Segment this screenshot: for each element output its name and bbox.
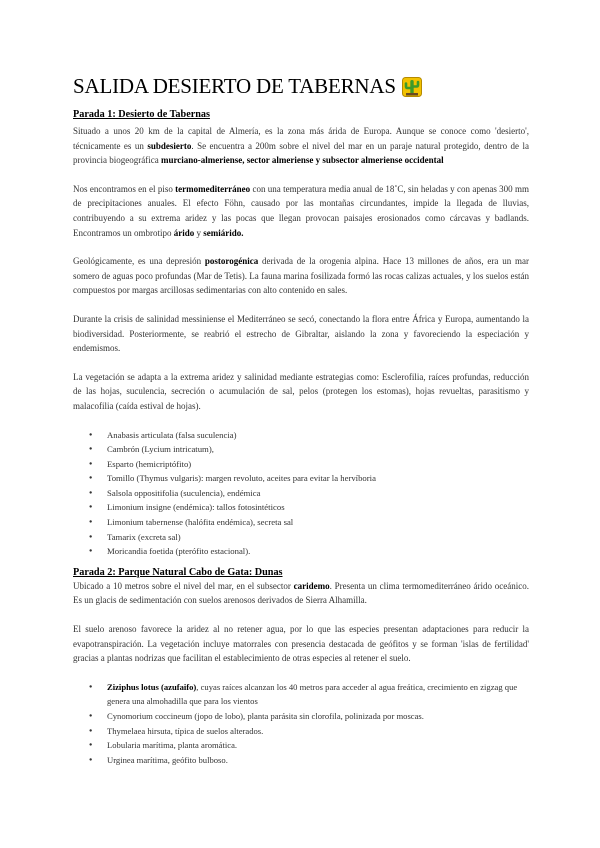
section1-paragraph-1: Situado a unos 20 km de la capital de Almería, es la zona más árida de Europa. Aunque se conoce como 'desierto', técnicamente es un subdesierto. Se encuentra a 200m sobre el nivel del mar en un paraje natural protegido, dentro de la provincia biogeográfica murciano-almeriense, sector almeriense y subsector almeriense occidental: [73, 126, 529, 166]
list-item: ● Anabasis articulata (falsa suculencia): [73, 428, 529, 443]
list-item: ● Limonium insigne (endémica): tallos fotosintéticos: [73, 500, 529, 515]
list-item: ● Esparto (hemicriptófito): [73, 457, 529, 472]
document-page: [73, 74, 529, 767]
list-item: ● Tomillo (Thymus vulgaris): margen revoluto, aceites para evitar la hervíboria: [73, 471, 529, 486]
list-item: ● Tamarix (excreta sal): [73, 530, 529, 545]
list-item: ● Urginea marítima, geófito bulboso.: [73, 753, 529, 768]
section2-species-list: [73, 680, 529, 768]
list-item: ● Moricandia foetida (pterófito estacional).: [73, 544, 529, 559]
section2-heading: Parada 2: Parque Natural Cabo de Gata: Dunas: [73, 566, 283, 578]
list-item: ● Cambrón (Lycium intricatum),: [73, 442, 529, 457]
section1-paragraph-5: La vegetación se adapta a la extrema aridez y salinidad mediante estrategias como: Esclerofilia, raíces profundas, reducción de las hojas, suculencia, secreción o acumulación de sal, pelos (protegen los estomas), hojas revueltas, parasitismo y malacofilia (caída estival de hojas).: [73, 371, 529, 411]
section1-species-list: [73, 428, 529, 559]
list-item: ● Thymelaea hirsuta, típica de suelos alterados.: [73, 724, 529, 739]
title-text: SALIDA DESIERTO DE TABERNAS: [73, 74, 396, 98]
list-item: ● Ziziphus lotus (azufaifo), cuyas raíces alcanzan los 40 metros para acceder al agua freática, crecimiento en zigzag que genera una almohadilla que para los vientos: [73, 680, 529, 709]
list-item: ● Lobularia marítima, planta aromática.: [73, 738, 529, 753]
section1-paragraph-3: Geológicamente, es una depresión postorogénica derivada de la orogenia alpina. Hace 13 millones de años, era un mar somero de aguas poco profundas (Mar de Tetis). La fauna marina fosilizada formó las rocas calizas actuales, y los suelos están compuestos por margas arcillosas sedimentarias con alto contenido en sales.: [73, 256, 529, 296]
document-title: [73, 74, 529, 99]
list-item: ● Limonium tabernense (halófita endémica), secreta sal: [73, 515, 529, 530]
section2-paragraph-2: El suelo arenoso favorece la aridez al no retener agua, por lo que las especies presentan adaptaciones para reducir la evapotranspiración. La vegetación incluye matorrales con presencia destacada de geófitos y se forman 'islas de fertilidad' gracias a plantas nodrizas que facilitan el establecimiento de otras especies al retener el suelo.: [73, 624, 529, 664]
section1-paragraph-4: Durante la crisis de salinidad messiniense el Mediterráneo se secó, conectando la flora entre África y Europa, aumentando la biodiversidad. Posteriormente, se reabrió el estrecho de Gibraltar, aislando la zona y favoreciendo la especiación y endemismos.: [73, 313, 529, 354]
section1-paragraph-2: Nos encontramos en el piso termomediterráneo con una temperatura media anual de 18˚C, sin heladas y con apenas 300 mm de precipitaciones anuales. El efecto Föhn, causado por las montañas circundantes, impide la llegada de lluvias, contribuyendo a su extrema aridez y las pocas que llegan provocan paisajes erosionados como cárcavas y badlands. Encontramos un ombrotipo árido y semiárido.: [73, 183, 529, 238]
section2-paragraph-1: Ubicado a 10 metros sobre el nivel del mar, en el subsector caridemo. Presenta un clima termomediterráneo árido oceánico. Es un glacis de sedimentación con suelos arenosos derivados de Sierra Alhamilla.: [73, 580, 529, 606]
section1-heading: Parada 1: Desierto de Tabernas: [73, 109, 210, 120]
cactus-icon: [402, 77, 422, 97]
list-item: ● Salsola oppositifolia (suculencia), endémica: [73, 486, 529, 501]
list-item: ● Cynomorium coccineum (jopo de lobo), planta parásita sin clorofila, polinizada por moscas.: [73, 709, 529, 724]
